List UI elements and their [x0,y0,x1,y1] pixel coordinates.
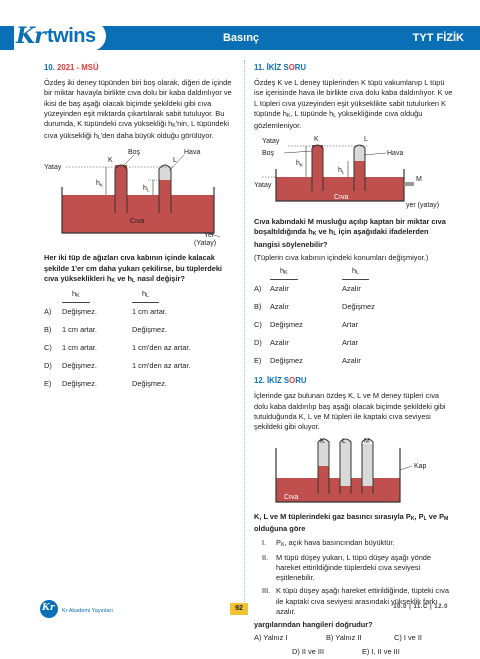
option-letter: C) [44,343,52,353]
option-hk: 1 cm artar. [62,343,97,353]
question-10-options [44,289,232,393]
hl-var: h [338,167,342,175]
body-sub: K [172,123,176,130]
question-12-header [254,376,454,386]
header-hk [270,266,342,280]
hk-sub: K [299,163,304,169]
label-yer: yer (yatay) [406,202,440,210]
statement-num: III. [262,586,271,596]
answer-c[interactable]: C) I ve II [394,633,422,643]
option-c[interactable] [254,316,454,334]
question-11-body [254,78,454,131]
hl-sub: L [146,188,150,194]
body-text: Özdeş K ve L deney tüplerinden K tüpü vakumlanıp L tüpü ise içerisinde hava ile birlikte cıva dolu kaba daldırılıyor. K ve L tüpleri cıva yüzeyinden eşit yükseklikte sabit tutulurken K tüpünde h [254,78,453,118]
question-12-prompt [254,512,454,534]
option-letter: E) [254,356,262,366]
tube-k-mercury [312,145,323,191]
hl-var: h [143,185,147,193]
tap-m[interactable] [404,182,414,186]
logo-kr-text: Kr [16,23,45,49]
prompt-text: K, L ve M tüplerindeki gaz basıncı sırasıyla P [254,512,411,522]
label-l: L [173,157,177,165]
ikiz-soru-b: RU [294,63,307,72]
label-k: K [108,157,113,165]
label-yatay-left: Yatay [254,182,272,190]
label-hl [338,167,345,176]
question-11-header [254,63,454,73]
question-11-prompt [254,217,454,250]
hk-sub: K [99,183,104,189]
stmt-b: , açık hava basıncından büyüktür. [284,537,395,547]
right-column [254,63,454,659]
tube-k-gas-body [318,446,329,468]
prompt-sub: K [111,277,116,284]
prompt-text: Her iki tüp de ağızları cıva kabının içinde kalacak şekilde 1'er cm daha yukarı çekilirse, bu tüplerdeki cıva yükseklikleri h [44,253,222,283]
body-text: 'nin, L tüpündeki cıva yüksekliği h [44,119,229,141]
bos-leader [124,155,134,165]
option-letter: C) [254,320,262,330]
ikiz-soru-o: O [289,376,296,386]
option-e[interactable] [44,375,232,393]
option-hl: Değişmez. [132,325,167,335]
question-11-note: (Tüplerin cıva kabının içindeki konumları değişmiyor.) [254,252,429,262]
prompt-sub: L [131,277,136,284]
mercury-basin [62,195,214,233]
header-hk-label [62,289,90,303]
option-hl: Azalır [342,356,361,366]
statement-ii [262,553,454,584]
hl-sub: L [341,170,345,176]
ikiz-soru-o: O [288,63,295,72]
option-d[interactable] [254,334,454,352]
option-hl: 1 cm artar. [132,307,167,317]
option-hk: Değişmez [270,356,303,366]
body-text: , L tüpünde h [290,108,334,118]
option-hl: Değişmez [342,302,375,312]
prompt-text: , P [414,512,424,522]
option-hk: Azalır [270,338,289,348]
label-hava: Hava [184,149,201,157]
label-civa: Cıva [284,494,299,502]
options-header [44,289,232,303]
label-yatay-top: Yatay [262,138,280,146]
option-c[interactable] [44,339,232,357]
label-bos: Boş [128,149,141,157]
label-m: M [416,176,422,184]
label-k: K [314,136,319,144]
header-spacer [254,266,270,280]
prompt-sub: K [410,516,415,523]
publisher-logo-icon: Kr [40,600,58,618]
page-header [0,0,480,58]
hk-var: h [96,180,100,188]
option-hk: Değişmez. [62,361,97,371]
option-hl: Artar [342,320,359,330]
hd-var: h [72,289,77,299]
prompt-text: ve P [426,512,445,522]
option-hk: Azalır [270,302,289,312]
option-e[interactable] [254,352,454,370]
statement-num: I. [262,537,267,547]
answer-d[interactable]: D) II ve III [292,647,325,657]
label-hava: Hava [387,150,404,158]
label-civa: Cıva [130,218,145,226]
label-l: L [342,438,346,446]
statement-num: II. [262,552,269,562]
tube-l-air [354,145,365,161]
hk-var: h [296,160,300,168]
hd-var: h [142,289,147,299]
body-sub: L [97,135,101,142]
header-spacer [44,289,62,303]
question-12-answers [254,633,454,659]
logo-twins-text: twins [47,25,96,47]
option-hl: Artar [342,338,359,348]
header-hl-label [132,289,159,303]
hd-sub: K [284,270,288,277]
answer-e[interactable]: E) I, II ve III [362,647,400,657]
subject-title: TYT FİZİK [412,32,464,44]
option-hk: Değişmez [270,320,303,330]
header-hl [132,289,232,303]
label-l: L [364,136,368,144]
hava-leader [364,153,386,155]
tube-k-mercury [318,466,329,494]
ikiz-soru-b: RU [295,376,307,386]
hd-sub: L [146,293,150,300]
option-d[interactable] [44,357,232,375]
hd-var: h [352,266,357,276]
label-yer: Yer [204,232,215,240]
label-civa: Cıva [334,194,349,202]
question-10-body [44,78,232,143]
label-yer-yatay: (Yatay) [194,240,217,248]
column-divider [244,60,245,610]
label-yatay: Yatay [44,164,62,172]
option-hl: 1 cm'den az artar. [132,343,191,353]
question-10-figure [44,147,232,247]
prompt-text: için aşağıdaki ifadelerden hangisi söylenebilir? [254,227,429,249]
tube-m-gas [362,444,373,486]
option-hk: Değişmez. [62,379,97,389]
body-text: 'den daha büyük olduğu görülüyor. [100,131,214,141]
bos-leader [284,151,312,153]
option-hl: Azalır [342,284,361,294]
question-10-prompt [44,253,232,286]
prompt-text: ve h [115,273,132,283]
body-text: yüksekliğinde cıva olduğu gözlemleniyor. [254,108,423,131]
tube-l-mercury [340,486,351,494]
ikiz-soru-a: İKİZ S [266,63,289,72]
question-10 [44,63,232,393]
option-b[interactable] [44,321,232,339]
tube-l-mercury [159,180,171,213]
label-hk [96,180,104,189]
brand-logo [14,21,106,51]
kap-leader [400,466,412,470]
option-a[interactable] [254,280,454,298]
prompt-text: nasıl değişir? [135,273,185,283]
header-hk-label [270,266,298,280]
statement-i [262,538,454,550]
tube-l-gas-body [340,446,351,486]
question-source: 2021 - MSÜ [57,63,99,72]
option-letter: E) [44,379,52,389]
stmt-a: P [276,537,281,547]
prompt-sub: L [333,231,337,238]
grade-levels: 10.0 | 11.C | 12.0 [393,604,448,610]
question-number: 10. [44,63,55,72]
prompt-text: ve h [316,227,334,237]
header-hl-label [342,266,369,280]
publisher-name: Kr Akademi Yayınları [62,608,113,614]
page-number: 92 [230,603,248,615]
option-letter: A) [44,307,52,317]
option-letter: B) [254,302,262,312]
answer-b[interactable]: B) Yalnız II [326,633,362,643]
option-letter: A) [254,284,262,294]
question-12-body: İçlerinde gaz bulunan özdeş K, L ve M deney tüpleri cıva dolu kaba daldırılıp baş aşağı olacak biçimde şekildeki gibi tutulduğunda K, L ve M tüpleri ile kaptaki cıva seviyesi şekildeki gibi oluyor. [254,391,446,432]
prompt-sub: L [423,516,427,523]
question-10-header [44,63,232,73]
stmt-sub: K [280,541,285,548]
option-a[interactable] [44,303,232,321]
label-bos: Boş [262,150,275,158]
option-hl: 1 cm'den az artar. [132,361,191,371]
statement-text [276,538,395,550]
body-sub: K [286,112,291,119]
option-b[interactable] [254,298,454,316]
tube-k-mercury [115,165,127,213]
header-hk [62,289,132,303]
chapter-title: Basınç [222,32,260,44]
prompt-sub: M [444,516,449,523]
prompt-text: Cıva kabındaki M musluğu açılıp kaptan bir miktar cıva boşaltıldığında h [254,217,446,237]
header-hl [342,266,454,280]
options-header [254,266,454,280]
label-m: M [364,438,370,446]
body-text: Özdeş iki deney tüpünden biri boş olarak, diğeri de içinde bir miktar havayla birlikte cıva dolu bir kaba daldırılıyor ve ikisi de baş aşağı olacak biçimde şekildeki gibi cıva yüzeyinden eşit miktarda çıkartılarak sabit tutuluyor. Bu durumda, K tüpündeki cıva yüksekliği [44,78,232,129]
option-hl: Değişmez. [132,379,167,389]
option-letter: D) [254,338,262,348]
prompt-text: olduğuna göre [254,524,306,534]
option-hk: Değişmez. [62,307,97,317]
hd-var: h [280,266,285,276]
question-12-ask: yargılarından hangileri doğrudur? [254,620,373,630]
tube-m-mercury [362,486,373,494]
page-footer [0,594,480,634]
question-11-figure [254,135,454,211]
option-hk: 1 cm artar. [62,325,97,335]
option-letter: D) [44,361,52,371]
option-letter: B) [44,325,52,335]
question-number: 11. [254,63,265,72]
statement-text: M tüpü düşey yukarı, L tüpü düşey aşağı yönde hareket ettirildiğinde tüplerdeki cıva seviyesi eşitlenebilir. [276,552,432,583]
question-11-options [254,266,454,370]
label-kap: Kap [414,463,427,471]
answer-a[interactable]: A) Yalnız I [254,633,288,643]
question-number: 12. [254,376,265,386]
label-hl [143,185,150,194]
hd-sub: K [76,293,80,300]
option-hk: Azalır [270,284,289,294]
question-12-figure [254,436,454,506]
body-sub: L [333,112,337,119]
tube-l-mercury [354,161,365,191]
ikiz-soru-a: İKİZ S [267,376,290,386]
label-k: K [320,438,325,446]
statement-text: K tüpü düşey aşağı hareket ettirildiğinde, tüpteki cıva ile kaptaki cıva seviyesi arasındaki yükseklik farkı azalır. [276,586,449,616]
prompt-sub: K [312,231,317,238]
label-hk [296,160,304,169]
body-var: h [168,119,173,129]
hd-sub: L [356,270,360,277]
